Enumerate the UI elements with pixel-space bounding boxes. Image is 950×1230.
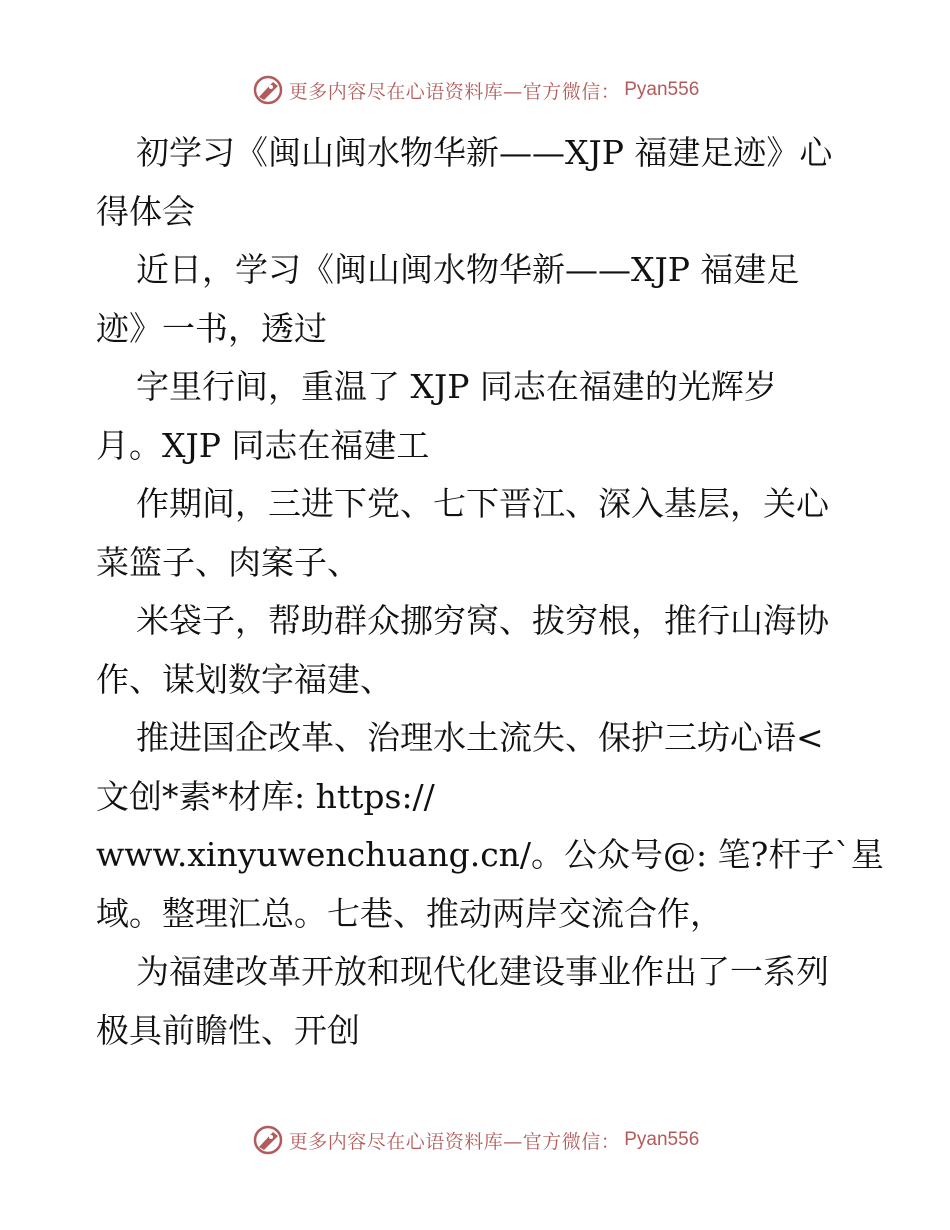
banner-text: 更多内容尽在心语资料库—官方微信： [288, 80, 621, 103]
text-line: 迹》一书，透过 [96, 308, 327, 348]
document-body [96, 124, 884, 1060]
text-line: 近日，学习《闽山闽水物华新——XJP 福建足 [136, 250, 800, 289]
banner-handle: Pyan556 [624, 1129, 700, 1150]
text-line: 菜篮子、肉案子、 [96, 542, 360, 582]
banner-text: 更多内容尽在心语资料库—官方微信： [288, 1130, 621, 1153]
text-line: 作、谋划数字福建、 [96, 659, 393, 699]
text-line: 字里行间，重温了 XJP 同志在福建的光辉岁 [136, 367, 777, 406]
text-line: 米袋子，帮助群众挪穷窝、拔穷根，推行山海协 [136, 601, 829, 640]
text-line: www.xinyuwenchuang.cn/。公众号@: 笔?杆子`星 [96, 835, 884, 874]
text-line: 推进国企改革、治理水土流失、保护三坊心语< [136, 718, 824, 757]
text-line: 作期间，三进下党、七下晋江、深入基层，关心 [136, 484, 829, 523]
footer-banner [0, 1120, 950, 1160]
header-banner [0, 70, 950, 110]
text-line: 月。XJP 同志在福建工 [96, 425, 430, 465]
text-line: 得体会 [96, 191, 195, 231]
text-line: 文创*素*材库: https:// [96, 776, 435, 816]
pen-nib-circle-icon [251, 73, 285, 107]
pen-nib-circle-icon [251, 1123, 285, 1157]
text-line: 初学习《闽山闽水物华新——XJP 福建足迹》心 [136, 133, 833, 172]
text-line: 域。整理汇总。七巷、推动两岸交流合作， [96, 893, 723, 933]
text-line: 极具前瞻性、开创 [96, 1010, 360, 1050]
text-line: 为福建改革开放和现代化建设事业作出了一系列 [136, 952, 829, 991]
banner-handle: Pyan556 [624, 79, 700, 100]
